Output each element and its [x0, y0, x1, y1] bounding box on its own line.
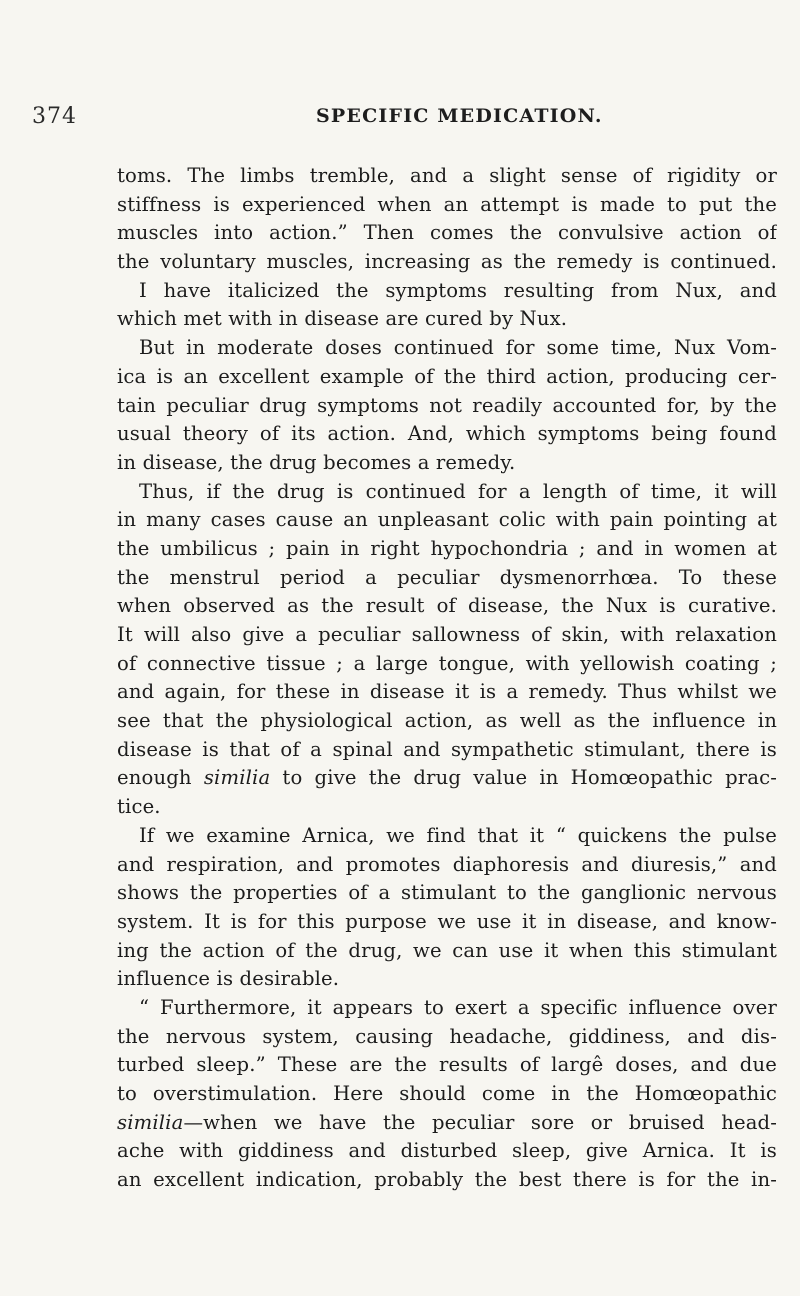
- text-line: [117, 191, 777, 220]
- text-line-content: tice.: [117, 795, 161, 819]
- text-line-content: muscles into action.” Then comes the convulsive action of: [117, 221, 777, 245]
- text-line-content: Thus, if the drug is continued for a length of time, it will: [139, 479, 777, 503]
- text-line-content: ica is an excellent example of the third action, producing cer-: [117, 364, 777, 388]
- text-line-content: an excellent indication, probably the best there is for the in-: [117, 1168, 777, 1192]
- text-line: [117, 1109, 777, 1138]
- text-line: [117, 277, 777, 306]
- text-line: [117, 621, 777, 650]
- page-number: 374: [32, 104, 77, 129]
- text-line-content: “ Furthermore, it appears to exert a specific influence over: [139, 995, 777, 1019]
- text-line-content: disease is that of a spinal and sympathetic stimulant, there is: [117, 737, 777, 761]
- text-line-content: influence is desirable.: [117, 967, 340, 991]
- text-line: [117, 736, 777, 765]
- text-line-content: and respiration, and promotes diaphoresis and diuresis,” and: [117, 852, 777, 876]
- text-line-content: in disease, the drug becomes a remedy.: [117, 450, 516, 474]
- text-line: [117, 678, 777, 707]
- text-line-content: in many cases cause an unpleasant colic with pain pointing at: [117, 508, 777, 532]
- text-line-content: which met with in disease are cured by Nux.: [117, 307, 568, 331]
- text-line-content: turbed sleep.” These are the results of largê doses, and due: [117, 1053, 777, 1077]
- text-line-content: to overstimulation. Here should come in the Homœopathic: [117, 1082, 777, 1105]
- text-line: [117, 1166, 777, 1195]
- text-line-content: ing the action of the drug, we can use it when this stimulant: [117, 938, 777, 962]
- text-line: [117, 1137, 777, 1166]
- text-line: [117, 851, 777, 880]
- text-line-content: the voluntary muscles, increasing as the remedy is continued.: [117, 250, 777, 274]
- text-line: [117, 822, 777, 851]
- text-line-content: similia—when we have the peculiar sore or bruised head-: [117, 1110, 777, 1134]
- text-line: [117, 564, 777, 593]
- italic-text: similia: [203, 766, 271, 790]
- text-line: [117, 994, 777, 1023]
- text-line-content: ache with giddiness and disturbed sleep, give Arnica. It is: [117, 1139, 777, 1163]
- text-line: [117, 592, 777, 621]
- body-text: [117, 162, 777, 1195]
- text-line-content: the menstrul period a peculiar dysmenorrhœa. To these: [117, 565, 777, 589]
- text-line-content: the nervous system, causing headache, giddiness, and dis-: [117, 1024, 777, 1048]
- text-line-content: usual theory of its action. And, which symptoms being found: [117, 422, 777, 446]
- text-line-content: But in moderate doses continued for some time, Nux Vom-: [139, 336, 777, 360]
- text-line: [117, 908, 777, 937]
- text-line-content: stiffness is experienced when an attempt is made to put the: [117, 192, 777, 216]
- text-line-content: the umbilicus ; pain in right hypochondria ; and in women at: [117, 536, 777, 560]
- running-head: [32, 104, 772, 132]
- text-line: [117, 219, 777, 248]
- text-line: [117, 535, 777, 564]
- text-line: [117, 162, 777, 191]
- text-line-content: I have italicized the symptoms resulting from Nux, and: [139, 278, 777, 302]
- text-line-content: and again, for these in disease it is a remedy. Thus whilst we: [117, 680, 777, 704]
- text-line: [117, 449, 777, 478]
- text-line: [117, 478, 777, 507]
- text-line-content: It will also give a peculiar sallowness of skin, with relaxation: [117, 623, 777, 646]
- text-line-content: enough similia to give the drug value in Homœopathic prac-: [117, 766, 777, 790]
- text-line-content: when observed as the result of disease, the Nux is curative.: [117, 594, 777, 618]
- text-line: [117, 879, 777, 908]
- text-line: [117, 793, 777, 822]
- text-line-content: If we examine Arnica, we find that it “ quickens the pulse: [139, 823, 777, 847]
- text-line-content: system. It is for this purpose we use it in disease, and know-: [117, 909, 777, 933]
- text-line: [117, 965, 777, 994]
- running-title: SPECIFIC MEDICATION.: [316, 105, 603, 127]
- text-line: [117, 1023, 777, 1052]
- text-line-content: of connective tissue ; a large tongue, with yellowish coating ;: [117, 651, 777, 675]
- text-line: [117, 392, 777, 421]
- text-line: [117, 1080, 777, 1109]
- text-line: [117, 248, 777, 277]
- text-line: [117, 305, 777, 334]
- text-line: [117, 764, 777, 793]
- text-line-content: see that the physiological action, as well as the influence in: [117, 709, 777, 733]
- text-line-content: toms. The limbs tremble, and a slight sense of rigidity or: [117, 164, 777, 187]
- text-line: [117, 363, 777, 392]
- italic-text: similia: [117, 1110, 184, 1134]
- text-line: [117, 334, 777, 363]
- text-line: [117, 650, 777, 679]
- text-line-content: tain peculiar drug symptoms not readily accounted for, by the: [117, 393, 777, 417]
- text-line: [117, 937, 777, 966]
- text-line: [117, 506, 777, 535]
- text-line: [117, 1051, 777, 1080]
- text-line: [117, 707, 777, 736]
- text-line: [117, 420, 777, 449]
- text-line-content: shows the properties of a stimulant to the ganglionic nervous: [117, 881, 777, 905]
